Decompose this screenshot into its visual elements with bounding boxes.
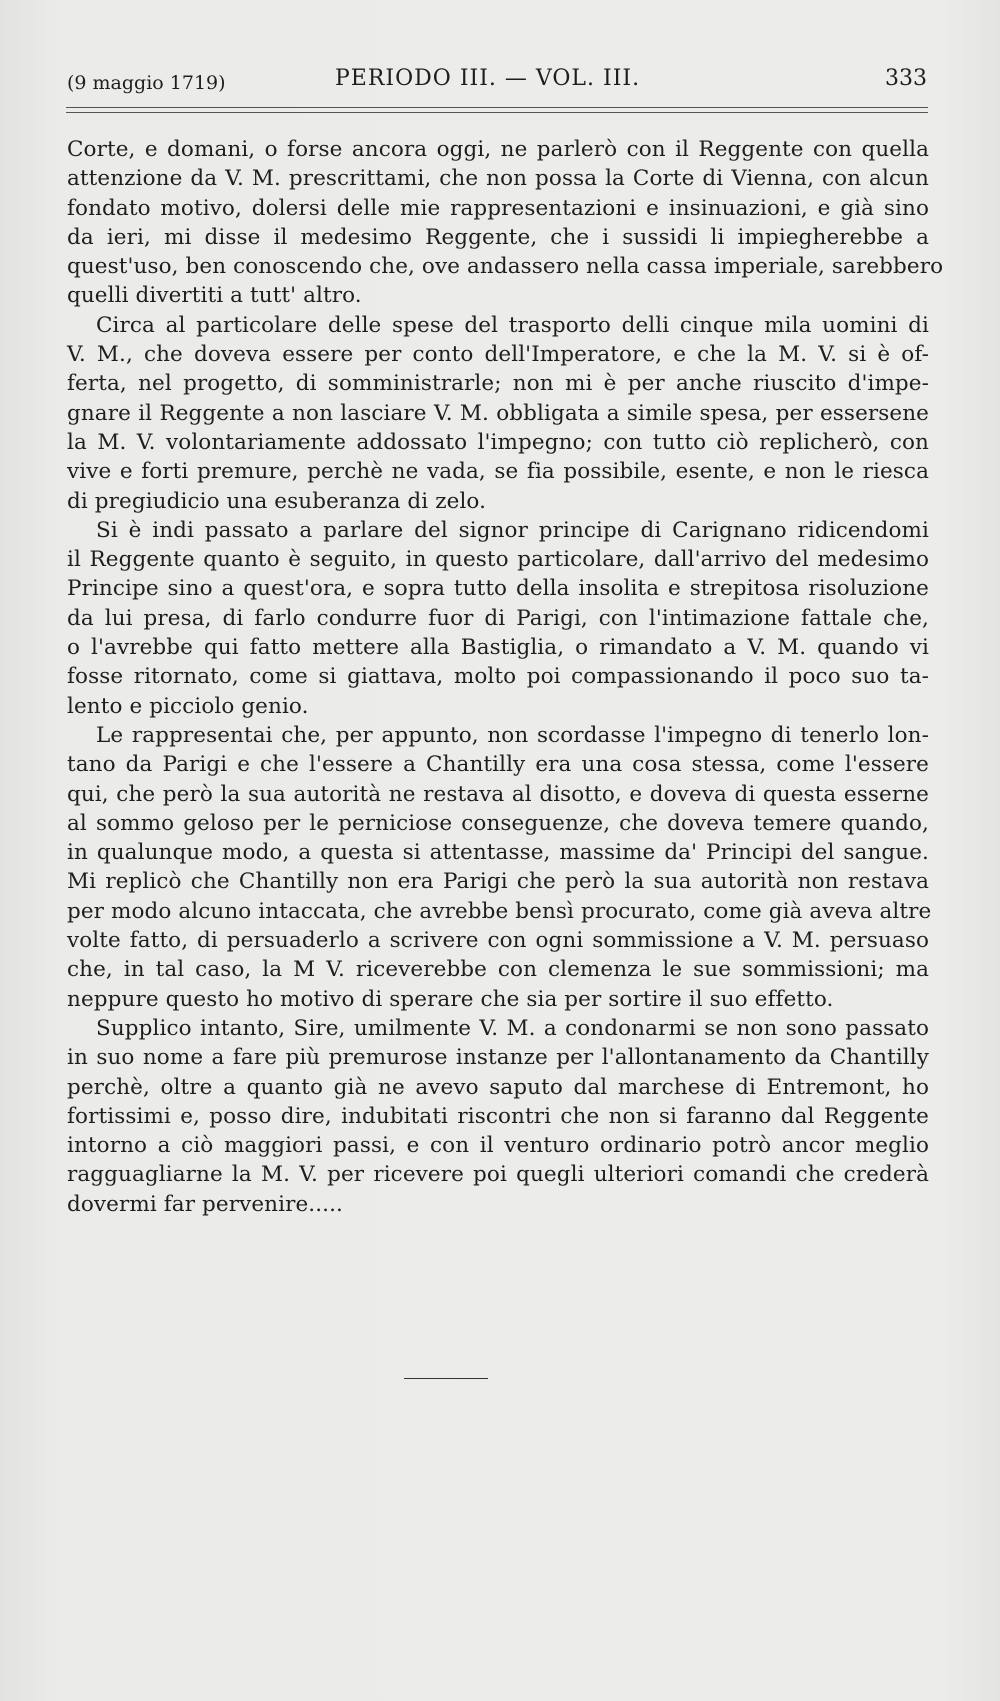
text-line: Principe sino a quest'ora, e sopra tutto della insolita e strepitosa risoluzione — [67, 576, 929, 602]
text-line: quelli divertiti a tutt' altro. — [67, 283, 362, 309]
text-line: la M. V. volontariamente addossato l'impegno; con tutto ciò replicherò, con — [67, 429, 929, 455]
header-date: (9 maggio 1719) — [67, 72, 226, 94]
text-line: Circa al particolare delle spese del trasporto delli cinque mila uomini di — [96, 312, 929, 338]
text-line: Corte, e domani, o forse ancora oggi, ne parlerò con il Reggente con quella — [67, 137, 929, 162]
text-line: Mi replicò che Chantilly non era Parigi che però la sua autorità non restava — [67, 869, 929, 895]
text-line: Le rappresentai che, per appunto, non scordasse l'impegno di tenerlo lon- — [96, 722, 929, 748]
text-line: qui, che però la sua autorità ne restava al disotto, e doveva di questa esserne — [67, 781, 929, 807]
text-line: al sommo geloso per le perniciose conseguenze, che doveva temere quando, — [67, 810, 929, 836]
text-line: gnare il Reggente a non lasciare V. M. obbligata a simile spesa, per essersene — [67, 400, 929, 426]
running-title: PERIODO III. — VOL. III. — [335, 66, 641, 91]
page-header — [67, 66, 927, 100]
text-line: o l'avrebbe qui fatto mettere alla Bastiglia, o rimandato a V. M. quando vi — [67, 635, 929, 661]
text-line: volte fatto, di persuaderlo a scrivere con ogni sommissione a V. M. persuaso — [67, 928, 929, 954]
text-line: tano da Parigi e che l'essere a Chantilly era una cosa stessa, come l'essere — [67, 752, 929, 778]
text-line: da ieri, mi disse il medesimo Reggente, che i sussidi li impiegherebbe a — [67, 224, 929, 250]
text-line: in qualunque modo, a questa si attentasse, massime da' Principi del sangue. — [67, 840, 929, 866]
text-line: V. M., che doveva essere per conto dell'Imperatore, e che la M. V. si è of- — [67, 342, 929, 368]
text-line: in suo nome a fare più premurose instanze per l'allontanamento da Chantilly — [67, 1045, 929, 1071]
text-line: ragguagliarne la M. V. per ricevere poi quegli ulteriori comandi che crederà — [67, 1162, 929, 1188]
body-text — [67, 135, 944, 1219]
page-number: 333 — [885, 66, 927, 91]
text-line: che, in tal caso, la M V. riceverebbe con clemenza le sue sommissioni; ma — [67, 957, 929, 983]
text-line: perchè, oltre a quanto già ne avevo saputo dal marchese di Entremont, ho — [67, 1074, 929, 1100]
text-line: fondato motivo, dolersi delle mie rappresentazioni e insinuazioni, e già sino — [67, 195, 929, 221]
text-line: da lui presa, di farlo condurre fuor di Parigi, con l'intimazione fattale che, — [67, 605, 929, 631]
text-line: vive e forti premure, perchè ne vada, se fia possibile, esente, e non le riesca — [67, 459, 929, 485]
text-line: per modo alcuno intaccata, che avrebbe bensì procurato, come già aveva altre — [67, 898, 932, 924]
text-line: intorno a ciò maggiori passi, e con il venturo ordinario potrò ancor meglio — [67, 1133, 929, 1159]
text-line: Si è indi passato a parlare del signor principe di Carignano ridicendomi — [96, 517, 929, 543]
text-line: Supplico intanto, Sire, umilmente V. M. a condonarmi se non sono passato — [96, 1015, 929, 1041]
text-line: il Reggente quanto è seguito, in questo particolare, dall'arrivo del medesimo — [67, 547, 929, 573]
header-rule-thick — [66, 107, 928, 108]
text-line: ferta, nel progetto, di somministrarle; non mi è per anche riuscito d'impe- — [67, 371, 929, 397]
text-line: di pregiudicio una esuberanza di zelo. — [67, 488, 487, 514]
text-line: fortissimi e, posso dire, indubitati riscontri che non si faranno dal Reggente — [67, 1103, 929, 1129]
header-rule-thin — [66, 112, 928, 113]
text-line: fosse ritornato, come si giattava, molto poi compassionando il poco suo ta- — [67, 664, 929, 690]
text-line: neppure questo ho motivo di sperare che sia per sortire il suo effetto. — [67, 986, 834, 1012]
text-line: quest'uso, ben conoscendo che, ove andassero nella cassa imperiale, sarebbero — [67, 254, 944, 280]
section-separator-rule — [404, 1378, 488, 1379]
text-line: attenzione da V. M. prescrittami, che non possa la Corte di Vienna, con alcun — [67, 166, 929, 192]
text-line: lento e picciolo genio. — [67, 693, 309, 719]
text-line: dovermi far pervenire..... — [67, 1191, 343, 1217]
